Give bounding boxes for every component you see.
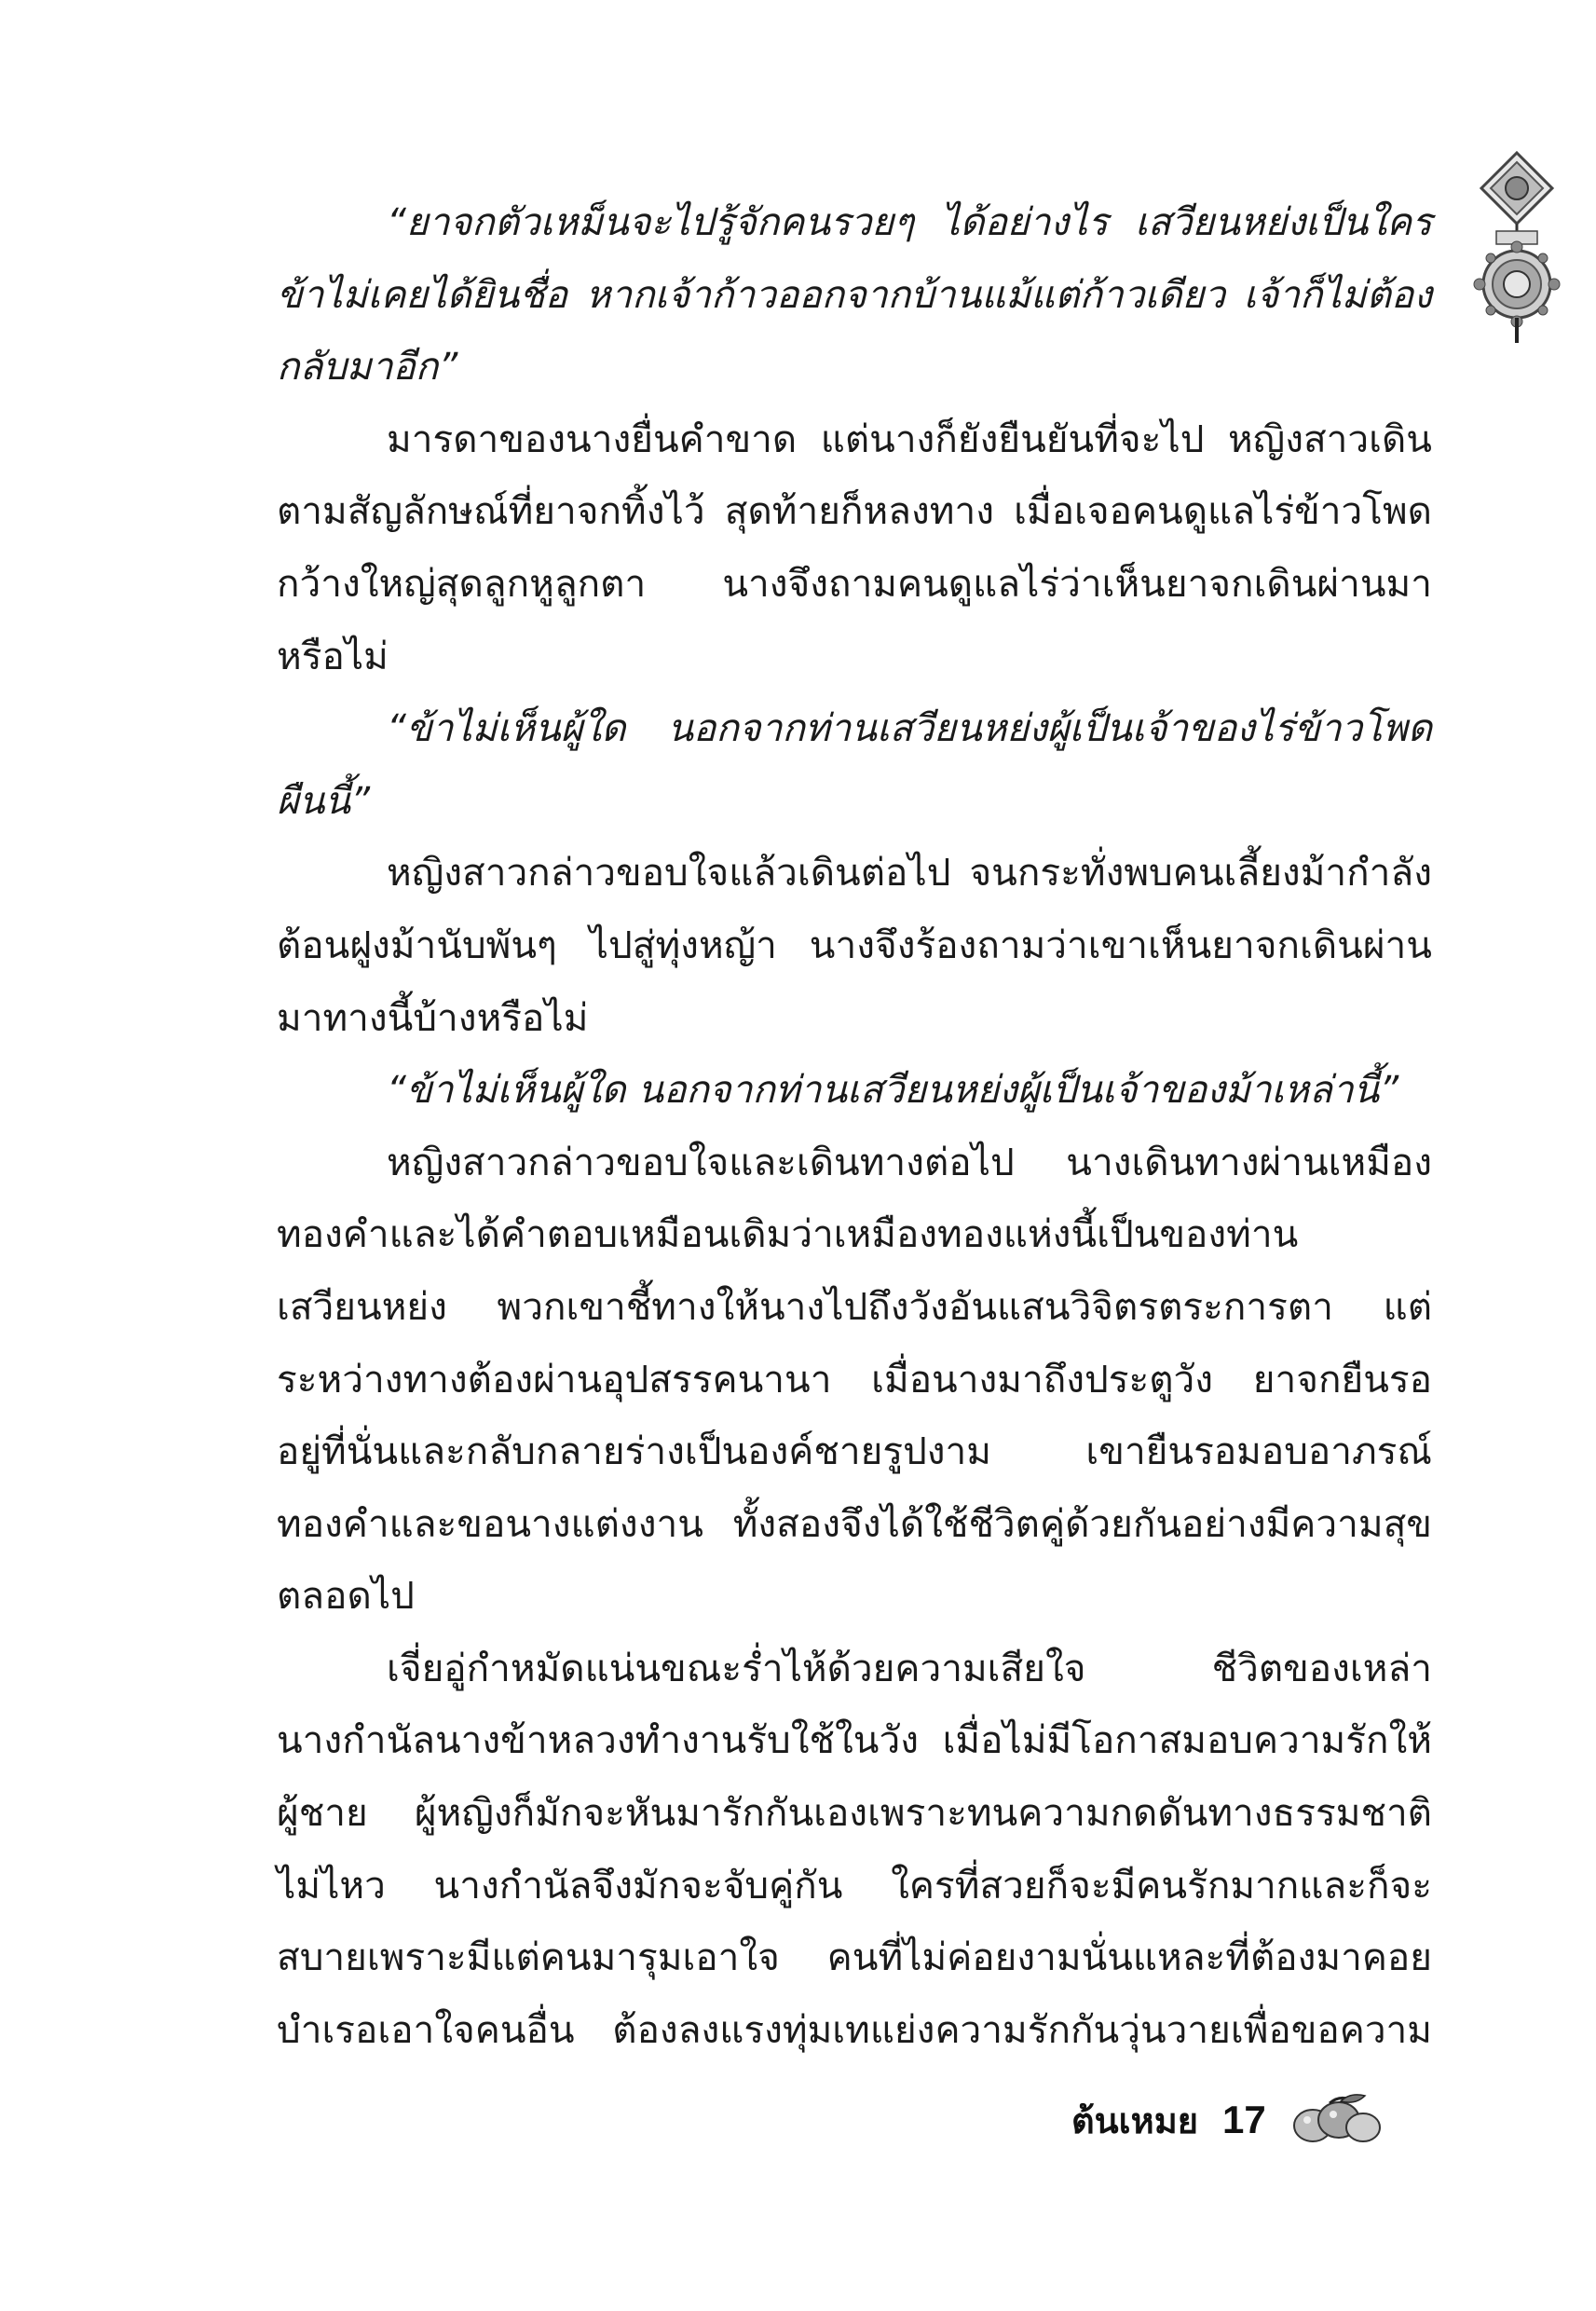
narrative-paragraph xyxy=(277,1127,1432,1633)
text-line: บำเรอเอาใจคนอื่น ต้องลงแรงทุ่มเทแย่งความรักกันวุ่นวายเพื่อขอความ xyxy=(277,2006,1432,2052)
text-line: เจี่ยอู่กำหมัดแน่นขณะร่ำไห้ด้วยความเสียใจ ชีวิตของเหล่า xyxy=(387,1645,1432,1690)
text-line: มารดาของนางยื่นคำขาด แต่นางก็ยังยืนยันที่จะไป หญิงสาวเดิน xyxy=(387,416,1432,461)
text-line: ทองคำและได้คำตอบเหมือนเดิมว่าเหมืองทองแห่งนี้เป็นของท่าน xyxy=(277,1211,1299,1257)
text-line: สบายเพราะมีแต่คนมารุมเอาใจ คนที่ไม่ค่อยงามนั่นแหละที่ต้องมาคอย xyxy=(277,1935,1432,1980)
text-line: “ยาจกตัวเหม็นจะไปรู้จักคนรวยๆ ได้อย่างไร เสวียนหย่งเป็นใคร xyxy=(387,199,1432,244)
text-line: กลับมาอีก” xyxy=(277,344,458,390)
text-line: ข้าไม่เคยได้ยินชื่อ หากเจ้าก้าวออกจากบ้านแม้แต่ก้าวเดียว เจ้าก็ไม่ต้อง xyxy=(277,271,1432,317)
text-line: ผู้ชาย ผู้หญิงก็มักจะหันมารักกันเองเพราะทนความกดดันทางธรรมชาติ xyxy=(277,1790,1432,1836)
text-line: ระหว่างทางต้องผ่านอุปสรรคนานา เมื่อนางมาถึงประตูวัง ยาจกยืนรอ xyxy=(277,1356,1432,1402)
text-line: “ข้าไม่เห็นผู้ใด นอกจากท่านเสวียนหย่งผู้เป็นเจ้าของม้าเหล่านี้” xyxy=(387,1067,1399,1113)
narrative-paragraph xyxy=(277,1633,1432,2067)
body-text xyxy=(277,186,1432,2066)
quote-paragraph xyxy=(277,692,1432,837)
quote-paragraph xyxy=(277,1054,1432,1127)
text-line: นางกำนัลนางข้าหลวงทำงานรับใช้ในวัง เมื่อไม่มีโอกาสมอบความรักให้ xyxy=(277,1717,1432,1763)
book-title: ต้นเหมย xyxy=(1071,2099,1199,2141)
text-line: หรือไม่ xyxy=(277,633,389,678)
text-line: หญิงสาวกล่าวขอบใจและเดินทางต่อไป นางเดินทางผ่านเหมือง xyxy=(387,1139,1432,1184)
text-line: ทองคำและขอนางแต่งงาน ทั้งสองจึงได้ใช้ชีวิตคู่ด้วยกันอย่างมีความสุข xyxy=(277,1500,1432,1546)
text-line: ตามสัญลักษณ์ที่ยาจกทิ้งไว้ สุดท้ายก็หลงทาง เมื่อเจอคนดูแลไร่ข้าวโพด xyxy=(277,488,1432,534)
page-footer xyxy=(1071,2087,1387,2153)
narrative-paragraph xyxy=(277,837,1432,1054)
narrative-paragraph xyxy=(277,403,1432,692)
text-line: ตลอดไป xyxy=(277,1573,415,1619)
text-line: ไม่ไหว นางกำนัลจึงมักจะจับคู่กัน ใครที่สวยก็จะมีคนรักมากและก็จะ xyxy=(277,1862,1432,1908)
page-number: 17 xyxy=(1222,2098,1266,2141)
quote-paragraph xyxy=(277,186,1432,403)
text-line: ต้อนฝูงม้านับพันๆ ไปสู่ทุ่งหญ้า นางจึงร้องถามว่าเขาเห็นยาจกเดินผ่าน xyxy=(277,922,1432,967)
text-line: มาทางนี้บ้างหรือไม่ xyxy=(277,994,589,1040)
text-line: กว้างใหญ่สุดลูกหูลูกตา นางจึงถามคนดูแลไร่ว่าเห็นยาจกเดินผ่านมา xyxy=(277,560,1432,606)
text-line: เสวียนหย่ง พวกเขาชี้ทางให้นางไปถึงวังอันแสนวิจิตรตระการตา แต่ xyxy=(277,1283,1432,1329)
text-line: “ข้าไม่เห็นผู้ใด นอกจากท่านเสวียนหย่งผู้เป็นเจ้าของไร่ข้าวโพด xyxy=(387,705,1432,751)
text-line: หญิงสาวกล่าวขอบใจแล้วเดินต่อไป จนกระทั่งพบคนเลี้ยงม้ากำลัง xyxy=(387,850,1432,896)
chinese-knot-ornament-icon xyxy=(1470,149,1563,345)
plum-blossom-fruit-icon xyxy=(1285,2092,1387,2148)
text-line: ผืนนี้” xyxy=(277,777,371,823)
text-line: อยู่ที่นั่นและกลับกลายร่างเป็นองค์ชายรูปงาม เขายืนรอมอบอาภรณ์ xyxy=(277,1429,1432,1474)
